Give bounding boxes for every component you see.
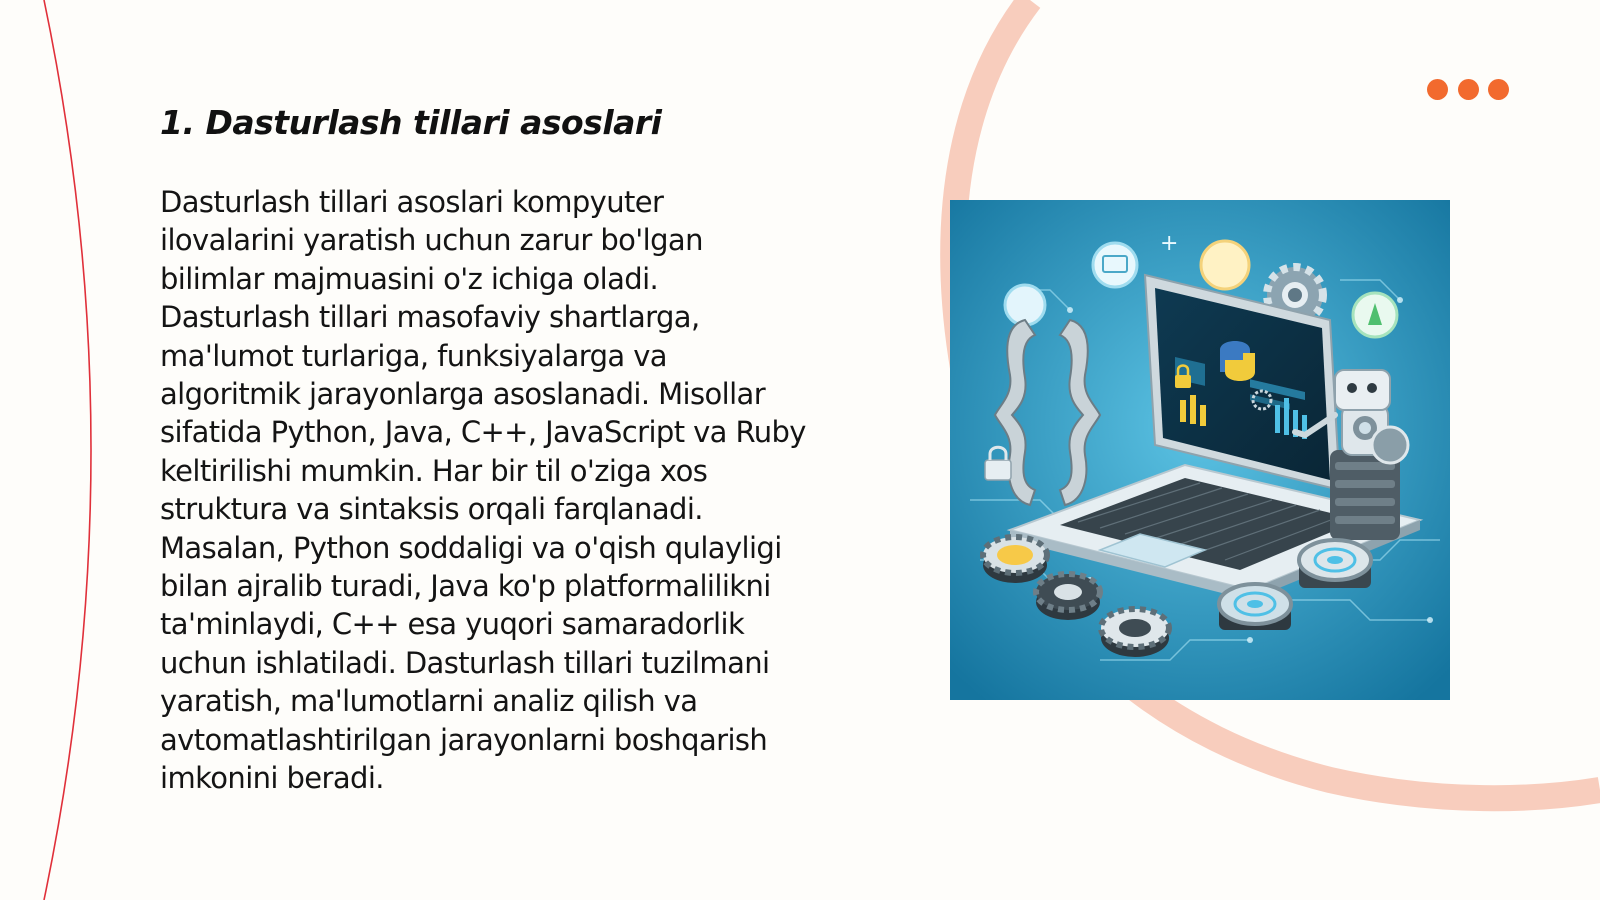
decorative-dots (1427, 79, 1507, 101)
body-text-line: avtomatlashtirilgan jarayonlarni boshqarish (160, 722, 768, 757)
body-text-line: keltirilishi mumkin. Har bir til o'ziga xos (160, 453, 708, 488)
body-text-line: algoritmik jarayonlarga asoslanadi. Misollar (160, 377, 766, 412)
body-text-line: uchun ishlatiladi. Dasturlash tillari tuzilmani (160, 645, 770, 680)
body-text-line: yaratish, ma'lumotlarni analiz qilish va (160, 684, 698, 719)
dot-icon (1488, 79, 1509, 100)
laptop-programming-illustration (950, 200, 1450, 700)
body-text-line: sifatida Python, Java, C++, JavaScript va Ruby (160, 415, 806, 450)
body-text-line: bilan ajralib turadi, Java ko'p platformalilikni (160, 569, 771, 604)
slide-title: 1. Dasturlash tillari asoslari (160, 103, 662, 142)
left-curve-line (44, 0, 91, 900)
body-text-line: bilimlar majmuasini o'z ichiga oladi. (160, 261, 659, 296)
body-text-line: Dasturlash tillari asoslari kompyuter (160, 185, 664, 219)
body-text-line: ma'lumot turlariga, funksiyalarga va (160, 338, 667, 373)
body-text-line: ilovalarini yaratish uchun zarur bo'lgan (160, 223, 703, 258)
body-text-line: Masalan, Python soddaligi va o'qish qulayligi (160, 530, 782, 565)
body-text-line: ta'minlaydi, C++ esa yuqori samaradorlik (160, 607, 745, 642)
body-text-line: imkonini beradi. (160, 761, 384, 796)
slide-body-text (160, 183, 840, 798)
body-text-line: Dasturlash tillari masofaviy shartlarga, (160, 300, 700, 335)
body-text-line: struktura va sintaksis orqali farqlanadi. (160, 492, 703, 527)
dot-icon (1427, 79, 1448, 100)
dot-icon (1458, 79, 1479, 100)
svg-text:+: + (1160, 231, 1179, 256)
